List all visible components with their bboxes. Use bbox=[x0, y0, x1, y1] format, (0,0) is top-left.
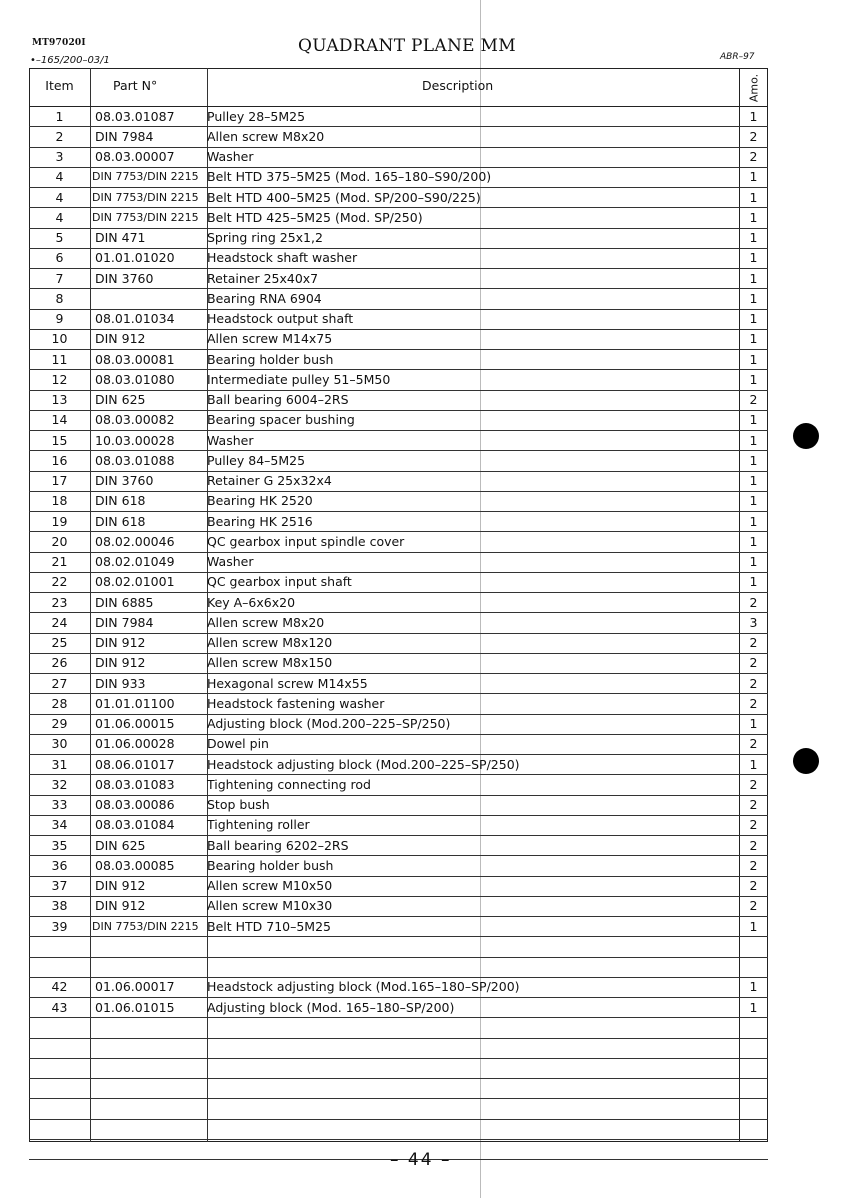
part-number: DIN 625 bbox=[95, 837, 146, 853]
part-number: DIN 7753/DIN 2215 bbox=[92, 210, 199, 224]
part-number: DIN 912 bbox=[95, 878, 146, 893]
item-number: 4 bbox=[55, 189, 64, 205]
part-description: Bearing HK 2520 bbox=[207, 493, 313, 509]
quantity: 1 bbox=[749, 756, 758, 772]
row-divider bbox=[29, 1078, 768, 1079]
part-number: 08.03.01083 bbox=[95, 776, 175, 792]
item-number: 2 bbox=[55, 128, 64, 144]
part-description: Hexagonal screw M14x55 bbox=[207, 675, 368, 691]
part-description: Key A–6x6x20 bbox=[207, 594, 296, 610]
quantity: 1 bbox=[749, 230, 758, 245]
quantity: 2 bbox=[749, 128, 758, 144]
part-description: Bearing spacer bushing bbox=[207, 412, 355, 428]
quantity: 1 bbox=[749, 108, 758, 124]
quantity: 1 bbox=[749, 493, 758, 509]
part-description: Headstock adjusting block (Mod.165–180–SP/200) bbox=[207, 979, 520, 995]
quantity: 2 bbox=[749, 675, 758, 691]
part-number: 10.03.00028 bbox=[95, 432, 175, 448]
quantity: 2 bbox=[749, 149, 758, 164]
quantity: 1 bbox=[749, 169, 758, 185]
item-number: 20 bbox=[51, 533, 68, 549]
part-number: DIN 912 bbox=[95, 331, 146, 347]
part-number: DIN 3760 bbox=[95, 473, 154, 488]
row-divider bbox=[29, 1017, 768, 1018]
row-divider bbox=[29, 1038, 768, 1039]
part-description: Spring ring 25x1,2 bbox=[207, 230, 323, 245]
quantity: 1 bbox=[749, 473, 758, 488]
page-title: QUADRANT PLANE MM bbox=[298, 36, 516, 56]
part-number: DIN 912 bbox=[95, 655, 146, 671]
quantity: 1 bbox=[749, 331, 758, 347]
part-description: Stop bush bbox=[207, 797, 270, 812]
quantity: 2 bbox=[749, 392, 758, 407]
item-number: 8 bbox=[55, 290, 64, 306]
part-number: DIN 912 bbox=[95, 898, 146, 914]
quantity: 1 bbox=[749, 979, 758, 995]
quantity: 2 bbox=[749, 736, 758, 752]
item-number: 27 bbox=[51, 675, 68, 691]
part-description: Belt HTD 375–5M25 (Mod. 165–180–S90/200) bbox=[207, 169, 492, 185]
part-description: Bearing holder bush bbox=[207, 351, 334, 367]
quantity: 1 bbox=[749, 918, 758, 934]
part-number: DIN 7753/DIN 2215 bbox=[92, 919, 199, 933]
binder-hole-top bbox=[793, 423, 819, 449]
part-description: Ball bearing 6004–2RS bbox=[207, 392, 349, 407]
item-number: 42 bbox=[51, 979, 68, 995]
quantity: 1 bbox=[749, 533, 758, 549]
part-number: 01.01.01020 bbox=[95, 250, 175, 266]
quantity: 2 bbox=[749, 817, 758, 833]
column-header-part: Part N° bbox=[113, 78, 158, 93]
row-divider bbox=[29, 1058, 768, 1059]
part-description: Allen screw M8x120 bbox=[207, 635, 333, 650]
quantity: 1 bbox=[749, 716, 758, 731]
part-number: DIN 7753/DIN 2215 bbox=[92, 190, 199, 204]
part-number: 08.02.01049 bbox=[95, 554, 175, 569]
part-number: 08.03.00007 bbox=[95, 149, 175, 164]
part-number: DIN 6885 bbox=[95, 594, 154, 610]
part-description: Allen screw M10x30 bbox=[207, 898, 333, 914]
quantity: 2 bbox=[749, 837, 758, 853]
quantity: 1 bbox=[749, 250, 758, 266]
part-description: Bearing RNA 6904 bbox=[207, 290, 322, 306]
part-description: Allen screw M8x20 bbox=[207, 614, 325, 630]
part-description: Retainer G 25x32x4 bbox=[207, 473, 332, 488]
part-number: 01.06.00028 bbox=[95, 736, 175, 752]
item-number: 11 bbox=[51, 351, 68, 367]
part-number: DIN 625 bbox=[95, 392, 146, 407]
row-divider bbox=[29, 1119, 768, 1120]
part-description: Bearing holder bush bbox=[207, 857, 334, 873]
part-number: 01.06.01015 bbox=[95, 999, 175, 1015]
item-number: 24 bbox=[51, 614, 68, 630]
item-number: 15 bbox=[51, 432, 68, 448]
quantity: 1 bbox=[749, 412, 758, 428]
item-number: 36 bbox=[51, 857, 68, 873]
part-number: DIN 7753/DIN 2215 bbox=[92, 170, 199, 184]
item-number: 23 bbox=[51, 594, 68, 610]
item-number: 37 bbox=[51, 878, 68, 893]
item-number: 33 bbox=[51, 797, 68, 812]
item-number: 10 bbox=[51, 331, 68, 347]
item-number: 5 bbox=[55, 230, 64, 245]
column-header-quantity: Amo. bbox=[747, 73, 760, 103]
row-divider bbox=[29, 957, 768, 958]
quantity: 1 bbox=[749, 999, 758, 1015]
quantity: 1 bbox=[749, 209, 758, 225]
part-number: DIN 933 bbox=[95, 675, 146, 691]
part-description: Headstock fastening washer bbox=[207, 695, 385, 711]
part-description: Washer bbox=[207, 554, 254, 569]
item-number: 6 bbox=[55, 250, 64, 266]
item-number: 32 bbox=[51, 776, 68, 792]
item-number: 30 bbox=[51, 736, 68, 752]
item-number: 3 bbox=[55, 149, 64, 164]
part-description: Allen screw M14x75 bbox=[207, 331, 333, 347]
part-number: DIN 3760 bbox=[95, 270, 154, 286]
part-number: 01.06.00017 bbox=[95, 979, 175, 995]
item-number: 16 bbox=[51, 452, 68, 468]
part-number: DIN 618 bbox=[95, 493, 146, 509]
part-number: DIN 7984 bbox=[95, 128, 154, 144]
quantity: 2 bbox=[749, 878, 758, 893]
item-number: 12 bbox=[51, 371, 68, 387]
part-number: 08.02.01001 bbox=[95, 574, 175, 590]
date-code: ABR–97 bbox=[720, 52, 755, 62]
item-number: 39 bbox=[51, 918, 68, 934]
quantity: 2 bbox=[749, 898, 758, 914]
part-number: 08.03.01084 bbox=[95, 817, 175, 833]
part-description: Headstock shaft washer bbox=[207, 250, 358, 266]
part-description: Pulley 84–5M25 bbox=[207, 452, 306, 468]
page-number: – 44 – bbox=[390, 1150, 452, 1170]
part-description: Headstock output shaft bbox=[207, 311, 354, 326]
part-description: Adjusting block (Mod. 165–180–SP/200) bbox=[207, 999, 455, 1015]
row-divider bbox=[29, 1098, 768, 1099]
part-description: Adjusting block (Mod.200–225–SP/250) bbox=[207, 716, 451, 731]
item-number: 34 bbox=[51, 817, 68, 833]
quantity: 2 bbox=[749, 635, 758, 650]
quantity: 1 bbox=[749, 554, 758, 569]
part-description: Tightening connecting rod bbox=[207, 776, 371, 792]
item-number: 25 bbox=[51, 635, 68, 650]
part-number: 08.03.01080 bbox=[95, 371, 175, 387]
quantity: 3 bbox=[749, 614, 758, 630]
item-number: 22 bbox=[51, 574, 68, 590]
binder-hole-bottom bbox=[793, 748, 819, 774]
part-description: Belt HTD 400–5M25 (Mod. SP/200–S90/225) bbox=[207, 189, 481, 205]
item-number: 19 bbox=[51, 513, 68, 529]
part-description: Bearing HK 2516 bbox=[207, 513, 313, 529]
item-number: 38 bbox=[51, 898, 68, 914]
part-description: Belt HTD 425–5M25 (Mod. SP/250) bbox=[207, 209, 423, 225]
row-divider bbox=[29, 1139, 768, 1140]
quantity: 2 bbox=[749, 655, 758, 671]
quantity: 2 bbox=[749, 695, 758, 711]
part-number: 08.03.00081 bbox=[95, 351, 175, 367]
part-description: Allen screw M8x20 bbox=[207, 128, 325, 144]
item-number: 4 bbox=[55, 169, 64, 185]
quantity: 1 bbox=[749, 432, 758, 448]
part-number: 08.03.00086 bbox=[95, 797, 175, 812]
item-number: 4 bbox=[55, 209, 64, 225]
part-description: Washer bbox=[207, 149, 254, 164]
quantity: 2 bbox=[749, 857, 758, 873]
item-number: 7 bbox=[55, 270, 64, 286]
part-number: DIN 618 bbox=[95, 513, 146, 529]
part-number: 08.03.01088 bbox=[95, 452, 175, 468]
quantity: 1 bbox=[749, 452, 758, 468]
quantity: 1 bbox=[749, 513, 758, 529]
row-divider bbox=[29, 288, 768, 289]
item-number: 31 bbox=[51, 756, 68, 772]
item-number: 28 bbox=[51, 695, 68, 711]
part-number: 01.01.01100 bbox=[95, 695, 175, 711]
part-number: 08.01.01034 bbox=[95, 311, 175, 326]
part-description: Pulley 28–5M25 bbox=[207, 108, 306, 124]
part-description: Washer bbox=[207, 432, 254, 448]
item-number: 13 bbox=[51, 392, 68, 407]
quantity: 2 bbox=[749, 776, 758, 792]
item-number: 1 bbox=[55, 108, 64, 124]
item-number: 18 bbox=[51, 493, 68, 509]
document-reference: •–165/200–03/1 bbox=[30, 55, 110, 66]
part-description: Belt HTD 710–5M25 bbox=[207, 918, 331, 934]
quantity: 1 bbox=[749, 351, 758, 367]
quantity: 1 bbox=[749, 290, 758, 306]
quantity: 2 bbox=[749, 797, 758, 812]
part-number: 08.03.00085 bbox=[95, 857, 175, 873]
part-description: QC gearbox input shaft bbox=[207, 574, 352, 590]
part-number: DIN 7984 bbox=[95, 614, 154, 630]
quantity: 1 bbox=[749, 189, 758, 205]
item-number: 14 bbox=[51, 412, 68, 428]
part-description: QC gearbox input spindle cover bbox=[207, 533, 405, 549]
item-number: 17 bbox=[51, 473, 68, 488]
quantity: 1 bbox=[749, 311, 758, 326]
quantity: 1 bbox=[749, 270, 758, 286]
column-divider bbox=[90, 68, 91, 1142]
part-description: Ball bearing 6202–2RS bbox=[207, 837, 349, 853]
quantity: 2 bbox=[749, 594, 758, 610]
part-description: Dowel pin bbox=[207, 736, 269, 752]
item-number: 9 bbox=[55, 311, 64, 326]
quantity: 1 bbox=[749, 574, 758, 590]
part-number: 08.03.00082 bbox=[95, 412, 175, 428]
part-description: Headstock adjusting block (Mod.200–225–SP/250) bbox=[207, 756, 520, 772]
part-description: Allen screw M8x150 bbox=[207, 655, 333, 671]
item-number: 21 bbox=[51, 554, 68, 569]
part-number: 08.03.01087 bbox=[95, 108, 175, 124]
part-number: 08.02.00046 bbox=[95, 533, 175, 549]
item-number: 26 bbox=[51, 655, 68, 671]
part-description: Intermediate pulley 51–5M50 bbox=[207, 371, 391, 387]
part-description: Retainer 25x40x7 bbox=[207, 270, 319, 286]
column-header-description: Description bbox=[422, 78, 494, 93]
document-code: MT97020I bbox=[32, 38, 86, 48]
part-number: 08.06.01017 bbox=[95, 756, 175, 772]
part-number: DIN 912 bbox=[95, 635, 146, 650]
item-number: 29 bbox=[51, 716, 68, 731]
part-number: DIN 471 bbox=[95, 230, 146, 245]
item-number: 43 bbox=[51, 999, 68, 1015]
item-number: 35 bbox=[51, 837, 68, 853]
part-number: 01.06.00015 bbox=[95, 716, 175, 731]
quantity: 1 bbox=[749, 371, 758, 387]
part-description: Tightening roller bbox=[207, 817, 310, 833]
row-divider bbox=[29, 936, 768, 937]
part-description: Allen screw M10x50 bbox=[207, 878, 333, 893]
column-header-item: Item bbox=[45, 78, 74, 93]
